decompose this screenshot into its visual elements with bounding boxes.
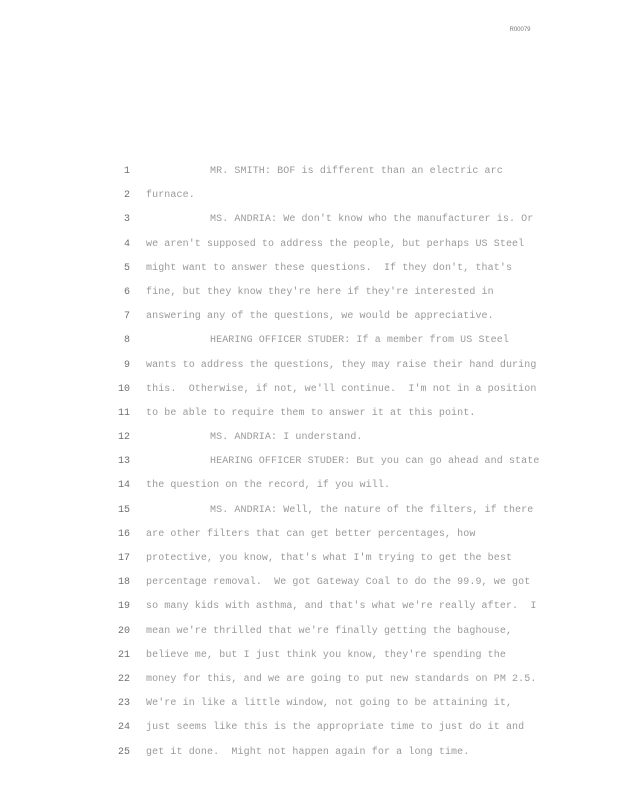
transcript-line (0, 354, 618, 378)
line-number: 2 (123, 190, 130, 202)
transcript-line (0, 474, 618, 498)
line-text: wants to address the questions, they may raise their hand during (146, 359, 537, 371)
transcript-line (0, 281, 618, 305)
transcript-line (0, 523, 618, 547)
line-text: are other filters that can get better percentages, how (146, 528, 476, 540)
line-text: furnace. (146, 190, 195, 202)
transcript-line (0, 184, 618, 208)
line-number: 19 (117, 601, 130, 613)
line-text: MS. ANDRIA: We don't know who the manufacturer is. Or (210, 214, 534, 226)
line-text: We're in like a little window, not going to be attaining it, (146, 698, 513, 710)
line-text: just seems like this is the appropriate time to just do it and (146, 722, 525, 734)
line-text: to be able to require them to answer it at this point. (146, 407, 476, 419)
line-text: fine, but they know they're here if they're interested in (146, 286, 494, 298)
line-number: 8 (123, 335, 130, 347)
line-number: 22 (117, 673, 130, 685)
line-text: MS. ANDRIA: Well, the nature of the filters, if there (210, 504, 534, 516)
transcript-line (0, 716, 618, 740)
line-text: answering any of the questions, we would be appreciative. (146, 311, 494, 323)
transcript-line (0, 450, 618, 474)
transcript-line (0, 329, 618, 353)
page-id-stamp: R00079 (509, 27, 531, 33)
line-text: money for this, and we are going to put new standards on PM 2.5. (146, 673, 537, 685)
line-number: 1 (123, 166, 130, 177)
line-text: HEARING OFFICER STUDER: But you can go ahead and state (210, 456, 540, 468)
transcript-line (0, 305, 618, 329)
transcript-line (0, 547, 618, 571)
transcript-body (0, 160, 618, 765)
line-number: 4 (123, 238, 130, 250)
line-number: 20 (117, 625, 130, 637)
line-number: 7 (123, 311, 130, 323)
transcript-line (0, 571, 618, 595)
line-text: the question on the record, if you will. (146, 480, 391, 492)
line-text: percentage removal. We got Gateway Coal to do the 99.9, we got (146, 577, 531, 589)
line-text: HEARING OFFICER STUDER: If a member from US Steel (210, 335, 509, 347)
line-text: might want to answer these questions. If they don't, that's (146, 262, 513, 274)
line-number: 23 (117, 698, 130, 710)
line-text: protective, you know, that's what I'm trying to get the best (146, 553, 513, 564)
line-number: 3 (123, 214, 130, 226)
line-number: 18 (117, 577, 130, 589)
transcript-line (0, 668, 618, 692)
line-text: MR. SMITH: BOF is different than an electric arc (210, 166, 503, 177)
transcript-line (0, 741, 618, 765)
transcript-line (0, 620, 618, 644)
line-number: 21 (117, 649, 130, 661)
line-number: 12 (117, 432, 130, 444)
line-number: 25 (117, 746, 130, 758)
line-number: 11 (117, 407, 130, 419)
transcript-line (0, 644, 618, 668)
line-number: 13 (117, 456, 130, 468)
line-text: this. Otherwise, if not, we'll continue. I'm not in a position (146, 383, 537, 395)
transcript-line (0, 402, 618, 426)
transcript-line (0, 233, 618, 257)
line-text: get it done. Might not happen again for a long time. (146, 746, 470, 758)
line-text: we aren't supposed to address the people, but perhaps US Steel (146, 238, 525, 250)
transcript-line (0, 208, 618, 232)
line-number: 16 (117, 528, 130, 540)
line-number: 14 (117, 480, 130, 492)
line-number: 10 (117, 383, 130, 395)
transcript-line (0, 595, 618, 619)
line-text: so many kids with asthma, and that's what we're really after. I (146, 601, 537, 613)
line-number: 17 (117, 553, 130, 564)
line-number: 9 (123, 359, 130, 371)
transcript-line (0, 426, 618, 450)
transcript-line (0, 257, 618, 281)
line-number: 5 (123, 262, 130, 274)
transcript-line (0, 499, 618, 523)
line-number: 24 (117, 722, 130, 734)
line-text: MS. ANDRIA: I understand. (210, 432, 363, 444)
transcript-line (0, 160, 618, 184)
line-text: believe me, but I just think you know, they're spending the (146, 649, 506, 661)
transcript-line (0, 692, 618, 716)
line-number: 6 (123, 286, 130, 298)
line-text: mean we're thrilled that we're finally getting the baghouse, (146, 625, 513, 637)
line-number: 15 (117, 504, 130, 516)
transcript-line (0, 378, 618, 402)
